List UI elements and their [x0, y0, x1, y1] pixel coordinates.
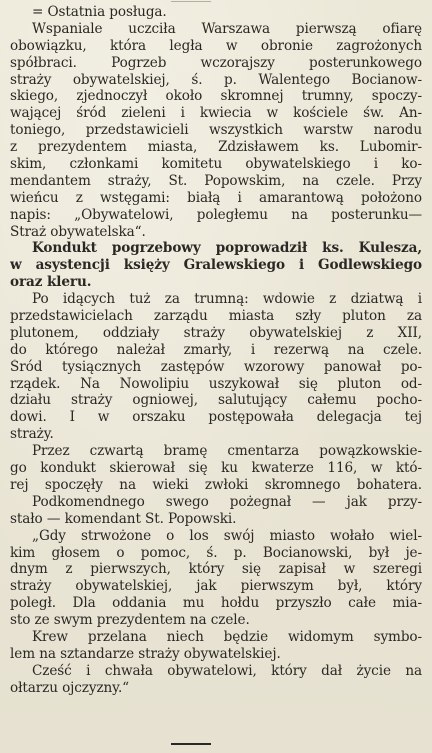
- article-text-line: do którego należał zmarły, i rezerwą na czele.: [10, 341, 422, 358]
- article-text-line: lem na sztandarze straży obywatelskiej.: [10, 645, 281, 662]
- article-text-line: w asystencji księży Gralewskiego i Godlewskiego: [10, 257, 422, 274]
- article-column: [10, 4, 422, 697]
- article-text-line: dowi. I w orszaku postępowała delegacja tej: [10, 409, 422, 426]
- article-text-line: działu straży ogniowej, salutujący całemu pocho-: [10, 392, 422, 409]
- article-text-line: wieńcu z wstęgami: białą i amarantową położono: [10, 189, 422, 206]
- article-text-line: mendantem straży, St. Popowskim, na czele. Przy: [10, 172, 422, 189]
- article-text-line: ołtarzu ojczyzny.“: [10, 679, 130, 696]
- article-text-line: przedstawicielach zarządu miasta szły pluton za: [10, 308, 422, 325]
- article-text-line: Przez czwartą bramę cmentarza powązkowskie-: [32, 443, 422, 460]
- article-text-line: Cześć i chwała obywatelowi, który dał życie na: [32, 662, 422, 679]
- article-text-line: Krew przelana niech będzie widomym symbo-: [32, 628, 422, 645]
- article-text-line: go kondukt skierował się ku kwaterze 116, w któ-: [10, 460, 422, 477]
- article-text-line: rządek. Na Nowolipiu uszykował się pluton od-: [10, 375, 422, 392]
- article-text-line: Śród tysiącznych zastępów wzorowy panował po-: [10, 358, 422, 375]
- article-text-line: skiego, zjednoczył około skromnej trumny, spoczy-: [10, 88, 422, 105]
- article-text-line: straży obywatelskiej, jak pierwszym był, który: [10, 578, 422, 595]
- top-divider: [171, 1, 211, 2]
- article-heading: = Ostatnia posługa.: [32, 4, 167, 20]
- article-text-line: wającej śród zieleni i kwiecia w kościele św. An-: [10, 105, 422, 122]
- article-text-line: obowiązku, która legła w obronie zagrożonych: [10, 37, 422, 54]
- article-text-line: straży.: [10, 426, 54, 443]
- article-text-line: spółbraci. Pogrzeb wczorajszy posterunkowego: [10, 54, 422, 71]
- article-text-line: napis: „Obywatelowi, poległemu na posterunku—: [10, 206, 422, 223]
- bottom-divider: [171, 743, 211, 745]
- article-text-line: oraz kleru.: [10, 274, 92, 291]
- article-text-line: Kondukt pogrzebowy poprowadził ks. Kulesza,: [32, 240, 422, 257]
- article-text-line: Straż obywatelska“.: [10, 223, 146, 240]
- article-text-line: dnym z pierwszych, który się zapisał w szeregi: [10, 561, 422, 578]
- article-text-line: Po idących tuż za trumną: wdowie z dziatwą i: [32, 291, 422, 308]
- article-text-line: „Gdy strwożone o los swój miasto wołało wiel-: [32, 527, 422, 544]
- article-text-line: poległ. Dla oddania mu hołdu przyszło całe mia-: [10, 595, 422, 612]
- article-text-line: z prezydentem miasta, Zdzisławem ks. Lubomir-: [10, 139, 422, 156]
- article-text-line: stało — komendant St. Popowski.: [10, 510, 237, 527]
- article-text-line: skim, członkami komitetu obywatelskiego i ko-: [10, 156, 422, 173]
- article-text-line: rej spoczęły na wieki zwłoki skromnego bohatera.: [10, 476, 422, 493]
- article-text-line: straży obywatelskiej, ś. p. Walentego Bocianow-: [10, 71, 422, 88]
- article-text-line: plutonem, oddziały straży obywatelskiej z XII,: [10, 324, 422, 341]
- article-text-line: toniego, przedstawicieli wszystkich warstw narodu: [10, 122, 422, 139]
- article-text-line: Wspaniale uczciła Warszawa pierwszą ofiarę: [32, 20, 422, 37]
- article-text-line: kim głosem o pomoc, ś. p. Bocianowski, był je-: [10, 544, 422, 561]
- article-text-line: sto ze swym prezydentem na czele.: [10, 612, 250, 629]
- article-text-line: Podkomendnego swego pożegnał — jak przy-: [32, 493, 422, 510]
